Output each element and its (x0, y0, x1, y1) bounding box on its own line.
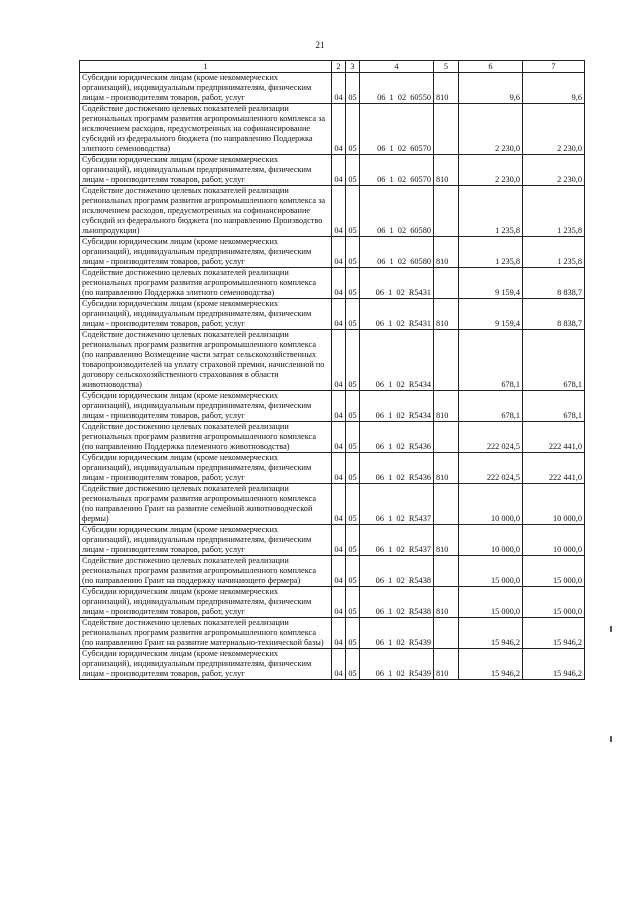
cell-subsection: 05 (346, 73, 360, 104)
row-name: Субсидии юридическим лицам (кроме некоммерческих организаций), индивидуальным предпринимателям, физическим лицам - производителям товаров, работ, услуг (80, 155, 332, 186)
cell-amount-2: 2 230,0 (523, 155, 585, 186)
cell-expense-type (434, 268, 459, 299)
header-col-5: 5 (434, 61, 459, 73)
cell-expense-type: 810 (434, 525, 459, 556)
cell-subsection: 05 (346, 525, 360, 556)
cell-subsection: 05 (346, 618, 360, 649)
table-row (80, 73, 585, 104)
cell-section: 04 (332, 422, 346, 453)
cell-expense-type (434, 618, 459, 649)
table-row (80, 556, 585, 587)
cell-amount-1: 678,1 (459, 391, 523, 422)
cell-subsection: 05 (346, 330, 360, 391)
table-row (80, 104, 585, 155)
cell-section: 04 (332, 237, 346, 268)
cell-target-article: 06 1 02 R5437 (360, 525, 434, 556)
cell-subsection: 05 (346, 104, 360, 155)
header-col-3: 3 (346, 61, 360, 73)
cell-amount-1: 1 235,8 (459, 237, 523, 268)
cell-subsection: 05 (346, 587, 360, 618)
cell-target-article: 06 1 02 R5431 (360, 268, 434, 299)
cell-expense-type (434, 556, 459, 587)
table-row (80, 391, 585, 422)
cell-target-article: 06 1 02 60580 (360, 237, 434, 268)
cell-target-article: 06 1 02 R5436 (360, 453, 434, 484)
cell-subsection: 05 (346, 649, 360, 680)
row-name: Субсидии юридическим лицам (кроме некоммерческих организаций), индивидуальным предпринимателям, физическим лицам - производителям товаров, работ, услуг (80, 237, 332, 268)
cell-target-article: 06 1 02 R5437 (360, 484, 434, 525)
row-name: Содействие достижению целевых показателей реализации региональных программ развития агропромышленного комплекса (по направлению Возмещение части затрат сельскохозяйственных товаропроизводителей на уплату страховой премии, начисленной по договору сельскохозяйственного страхования в области животноводства) (80, 330, 332, 391)
cell-amount-2: 8 838,7 (523, 268, 585, 299)
cell-target-article: 06 1 02 R5438 (360, 587, 434, 618)
cell-subsection: 05 (346, 299, 360, 330)
budget-table (79, 60, 585, 680)
cell-expense-type: 810 (434, 649, 459, 680)
cell-target-article: 06 1 02 60570 (360, 104, 434, 155)
row-name: Содействие достижению целевых показателей реализации региональных программ развития агропромышленного комплекса (по направлению Поддержка элитного семеноводства) (80, 268, 332, 299)
cell-amount-1: 222 024,5 (459, 422, 523, 453)
cell-section: 04 (332, 556, 346, 587)
table-row (80, 453, 585, 484)
cell-section: 04 (332, 330, 346, 391)
cell-target-article: 06 1 02 60580 (360, 186, 434, 237)
cell-expense-type: 810 (434, 237, 459, 268)
cell-section: 04 (332, 453, 346, 484)
row-name: Субсидии юридическим лицам (кроме некоммерческих организаций), индивидуальным предпринимателям, физическим лицам - производителям товаров, работ, услуг (80, 73, 332, 104)
cell-amount-2: 1 235,8 (523, 186, 585, 237)
table-row (80, 330, 585, 391)
cell-section: 04 (332, 299, 346, 330)
cell-amount-1: 15 000,0 (459, 556, 523, 587)
cell-target-article: 06 1 02 R5434 (360, 391, 434, 422)
cell-expense-type: 810 (434, 299, 459, 330)
cell-target-article: 06 1 02 60570 (360, 155, 434, 186)
cell-subsection: 05 (346, 453, 360, 484)
row-name: Субсидии юридическим лицам (кроме некоммерческих организаций), индивидуальным предпринимателям, физическим лицам - производителям товаров, работ, услуг (80, 649, 332, 680)
header-col-2: 2 (332, 61, 346, 73)
cell-section: 04 (332, 587, 346, 618)
cell-target-article: 06 1 02 R5438 (360, 556, 434, 587)
cell-expense-type (434, 330, 459, 391)
cell-expense-type: 810 (434, 587, 459, 618)
table-row (80, 299, 585, 330)
cell-amount-2: 678,1 (523, 391, 585, 422)
row-name: Субсидии юридическим лицам (кроме некоммерческих организаций), индивидуальным предпринимателям, физическим лицам - производителям товаров, работ, услуг (80, 391, 332, 422)
cell-amount-2: 222 441,0 (523, 422, 585, 453)
cell-expense-type (434, 484, 459, 525)
cell-target-article: 06 1 02 R5436 (360, 422, 434, 453)
cell-section: 04 (332, 525, 346, 556)
table-body (80, 73, 585, 680)
cell-amount-1: 678,1 (459, 330, 523, 391)
cell-amount-1: 9 159,4 (459, 268, 523, 299)
row-name: Содействие достижению целевых показателей реализации региональных программ развития агропромышленного комплекса (по направлению Грант на поддержку начинающего фермера) (80, 556, 332, 587)
cell-amount-2: 2 230,0 (523, 104, 585, 155)
row-name: Содействие достижению целевых показателей реализации региональных программ развития агропромышленного комплекса (по направлению Грант на развитие семейной животноводческой фермы) (80, 484, 332, 525)
cell-amount-1: 15 946,2 (459, 618, 523, 649)
cell-section: 04 (332, 104, 346, 155)
cell-amount-1: 222 024,5 (459, 453, 523, 484)
cell-amount-1: 15 000,0 (459, 587, 523, 618)
cell-amount-1: 2 230,0 (459, 155, 523, 186)
cell-expense-type: 810 (434, 155, 459, 186)
cell-amount-2: 222 441,0 (523, 453, 585, 484)
cell-subsection: 05 (346, 422, 360, 453)
header-col-4: 4 (360, 61, 434, 73)
table-row (80, 618, 585, 649)
cell-section: 04 (332, 186, 346, 237)
cell-subsection: 05 (346, 484, 360, 525)
cell-amount-2: 678,1 (523, 330, 585, 391)
row-name: Субсидии юридическим лицам (кроме некоммерческих организаций), индивидуальным предпринимателям, физическим лицам - производителям товаров, работ, услуг (80, 587, 332, 618)
cell-amount-2: 15 946,2 (523, 618, 585, 649)
table-header-row (80, 61, 585, 73)
cell-target-article: 06 1 02 R5434 (360, 330, 434, 391)
row-name: Содействие достижению целевых показателей реализации региональных программ развития агропромышленного комплекса за исключением расходов, предусмотренных на софинансирование субсидий из федерального бюджета (по направлению Производство льнопродукции) (80, 186, 332, 237)
cell-subsection: 05 (346, 556, 360, 587)
cell-target-article: 06 1 02 R5439 (360, 618, 434, 649)
cell-amount-2: 10 000,0 (523, 525, 585, 556)
row-name: Содействие достижению целевых показателей реализации региональных программ развития агропромышленного комплекса за исключением расходов, предусмотренных на софинансирование субсидий из федерального бюджета (по направлению Поддержка элитного семеноводства) (80, 104, 332, 155)
cell-expense-type (434, 422, 459, 453)
row-name: Содействие достижению целевых показателей реализации региональных программ развития агропромышленного комплекса (по направлению Грант на развитие материально-технической базы) (80, 618, 332, 649)
cell-amount-1: 15 946,2 (459, 649, 523, 680)
cell-subsection: 05 (346, 155, 360, 186)
cell-amount-2: 10 000,0 (523, 484, 585, 525)
cell-amount-1: 10 000,0 (459, 525, 523, 556)
cell-section: 04 (332, 155, 346, 186)
cell-section: 04 (332, 73, 346, 104)
cell-section: 04 (332, 268, 346, 299)
cell-expense-type: 810 (434, 391, 459, 422)
cell-section: 04 (332, 618, 346, 649)
header-col-6: 6 (459, 61, 523, 73)
cell-amount-2: 15 000,0 (523, 587, 585, 618)
cell-amount-1: 10 000,0 (459, 484, 523, 525)
cell-amount-2: 8 838,7 (523, 299, 585, 330)
cell-expense-type (434, 104, 459, 155)
row-name: Субсидии юридическим лицам (кроме некоммерческих организаций), индивидуальным предпринимателям, физическим лицам - производителям товаров, работ, услуг (80, 525, 332, 556)
table-row (80, 422, 585, 453)
cell-amount-2: 1 235,8 (523, 237, 585, 268)
cell-target-article: 06 1 02 R5439 (360, 649, 434, 680)
cell-subsection: 05 (346, 268, 360, 299)
row-name: Субсидии юридическим лицам (кроме некоммерческих организаций), индивидуальным предпринимателям, физическим лицам - производителям товаров, работ, услуг (80, 299, 332, 330)
cell-subsection: 05 (346, 237, 360, 268)
table-row (80, 155, 585, 186)
scan-edge-mark (610, 736, 612, 742)
cell-section: 04 (332, 649, 346, 680)
header-col-7: 7 (523, 61, 585, 73)
scan-edge-mark (610, 626, 612, 632)
cell-subsection: 05 (346, 391, 360, 422)
cell-amount-1: 2 230,0 (459, 104, 523, 155)
table-row (80, 237, 585, 268)
cell-amount-1: 1 235,8 (459, 186, 523, 237)
cell-target-article: 06 1 02 60550 (360, 73, 434, 104)
header-col-1: 1 (80, 61, 332, 73)
cell-amount-2: 9,6 (523, 73, 585, 104)
table-row (80, 186, 585, 237)
cell-target-article: 06 1 02 R5431 (360, 299, 434, 330)
cell-amount-1: 9,6 (459, 73, 523, 104)
row-name: Субсидии юридическим лицам (кроме некоммерческих организаций), индивидуальным предпринимателям, физическим лицам - производителям товаров, работ, услуг (80, 453, 332, 484)
table-row (80, 525, 585, 556)
table-row (80, 649, 585, 680)
cell-amount-1: 9 159,4 (459, 299, 523, 330)
table-row (80, 484, 585, 525)
cell-expense-type (434, 186, 459, 237)
cell-section: 04 (332, 391, 346, 422)
cell-subsection: 05 (346, 186, 360, 237)
cell-amount-2: 15 946,2 (523, 649, 585, 680)
table-row (80, 587, 585, 618)
page-number: 21 (315, 40, 325, 50)
row-name: Содействие достижению целевых показателей реализации региональных программ развития агропромышленного комплекса (по направлению Поддержка племенного животноводства) (80, 422, 332, 453)
table-row (80, 268, 585, 299)
cell-section: 04 (332, 484, 346, 525)
cell-expense-type: 810 (434, 453, 459, 484)
cell-amount-2: 15 000,0 (523, 556, 585, 587)
cell-expense-type: 810 (434, 73, 459, 104)
